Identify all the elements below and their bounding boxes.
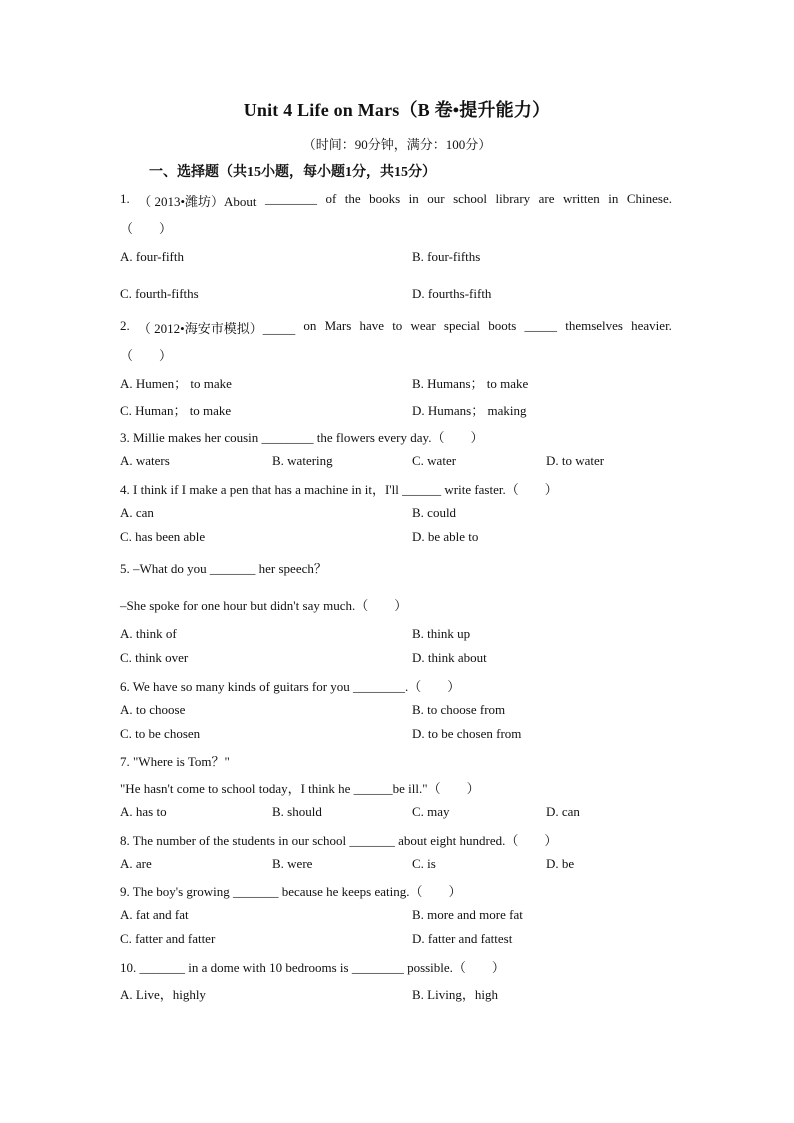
stem-word: （ 2012•海安市模拟）_____ <box>137 321 296 336</box>
stem-word: 2. <box>120 318 130 333</box>
stem-word: Mars <box>324 318 352 333</box>
stem-word: to <box>392 318 403 333</box>
question-5-stem-reply: –She spoke for one hour but didn't say much.（ ） <box>120 598 408 613</box>
question-2-option-b: B. Humans； to make <box>412 376 529 391</box>
question-6-option-c: C. to be chosen <box>120 726 201 741</box>
question-1-option-a: A. four-fifth <box>120 249 184 264</box>
stem-word: library <box>495 191 531 206</box>
question-4-option-a: A. can <box>120 505 154 520</box>
question-2-option-a: A. Humen； to make <box>120 376 232 391</box>
question-8-option-a: A. are <box>120 856 152 871</box>
question-4-option-d: D. be able to <box>412 529 479 544</box>
question-4-option-b: B. could <box>412 505 457 520</box>
question-9-option-a: A. fat and fat <box>120 907 189 922</box>
stem-word: special <box>443 318 481 333</box>
question-8-stem: 8. The number of the students in our school _______ about eight hundred.（ ） <box>120 833 558 848</box>
answer-blank: ________ <box>265 191 317 206</box>
question-7-option-c: C. may <box>412 804 450 819</box>
question-9-option-b: B. more and more fat <box>412 907 523 922</box>
stem-word: the <box>344 191 361 206</box>
answer-blank: _____ <box>524 318 558 333</box>
question-1-option-d: D. fourths-fifth <box>412 286 492 301</box>
question-5-option-b: B. think up <box>412 626 471 641</box>
question-2-option-d: D. Humans； making <box>412 403 527 418</box>
page-title: Unit 4 Life on Mars（B 卷•提升能力） <box>243 100 551 120</box>
exam-info: （时间：90分钟，满分：100分） <box>302 137 492 152</box>
question-8-option-c: C. is <box>412 856 436 871</box>
stem-word: in <box>608 191 619 206</box>
question-1-paren: （ ） <box>120 221 173 236</box>
question-7-option-b: B. should <box>272 804 322 819</box>
stem-word: have <box>359 318 385 333</box>
question-1-option-c: C. fourth-fifths <box>120 286 199 301</box>
question-10-option-a: A. Live，highly <box>120 987 206 1002</box>
question-4-option-c: C. has been able <box>120 529 206 544</box>
stem-word: on <box>303 318 317 333</box>
question-3-option-a: A. waters <box>120 453 170 468</box>
question-7-option-a: A. has to <box>120 804 167 819</box>
question-6-option-b: B. to choose from <box>412 702 506 717</box>
question-6-stem: 6. We have so many kinds of guitars for you ________.（ ） <box>120 679 461 694</box>
stem-word: written <box>562 191 600 206</box>
question-3-option-d: D. to water <box>546 453 605 468</box>
question-6-option-a: A. to choose <box>120 702 186 717</box>
question-7-stem: 7. "Where is Tom？" <box>120 754 230 769</box>
stem-word: 1. <box>120 191 130 206</box>
stem-word: （ 2013•潍坊）About <box>138 194 257 209</box>
stem-word: wear <box>410 318 436 333</box>
stem-word: heavier. <box>631 318 672 333</box>
stem-word: our <box>427 191 445 206</box>
stem-word: Chinese. <box>626 191 672 206</box>
question-7-stem-reply: "He hasn't come to school today，I think he ______be ill."（ ） <box>120 781 480 796</box>
stem-word: themselves <box>565 318 623 333</box>
question-3-option-b: B. watering <box>272 453 333 468</box>
stem-word: books <box>369 191 401 206</box>
stem-word: of <box>325 191 337 206</box>
section-heading: 一、选择题（共15小题，每小题1分，共15分） <box>149 165 436 180</box>
question-7-option-d: D. can <box>546 804 580 819</box>
question-5-option-c: C. think over <box>120 650 189 665</box>
question-9-stem: 9. The boy's growing _______ because he keeps eating.（ ） <box>120 884 462 899</box>
question-6-option-d: D. to be chosen from <box>412 726 522 741</box>
question-2-paren: （ ） <box>120 348 173 363</box>
question-5-option-a: A. think of <box>120 626 177 641</box>
question-9-option-d: D. fatter and fattest <box>412 931 513 946</box>
stem-word: school <box>453 191 488 206</box>
question-4-stem: 4. I think if I make a pen that has a machine in it，I'll ______ write faster.（ ） <box>120 482 558 497</box>
question-2-stem <box>120 318 672 337</box>
question-1-option-b: B. four-fifths <box>412 249 481 264</box>
question-10-stem: 10. _______ in a dome with 10 bedrooms is ________ possible.（ ） <box>120 960 505 975</box>
question-9-option-c: C. fatter and fatter <box>120 931 216 946</box>
stem-word: boots <box>488 318 517 333</box>
question-2-option-c: C. Human； to make <box>120 403 232 418</box>
question-3-stem: 3. Millie makes her cousin ________ the flowers every day.（ ） <box>120 430 484 445</box>
question-3-option-c: C. water <box>412 453 457 468</box>
question-5-stem: 5. –What do you _______ her speech？ <box>120 561 327 576</box>
question-8-option-d: D. be <box>546 856 575 871</box>
question-1-stem <box>120 191 672 210</box>
stem-word: in <box>408 191 419 206</box>
question-5-option-d: D. think about <box>412 650 487 665</box>
question-8-option-b: B. were <box>272 856 313 871</box>
question-10-option-b: B. Living，high <box>412 987 498 1002</box>
stem-word: are <box>538 191 555 206</box>
